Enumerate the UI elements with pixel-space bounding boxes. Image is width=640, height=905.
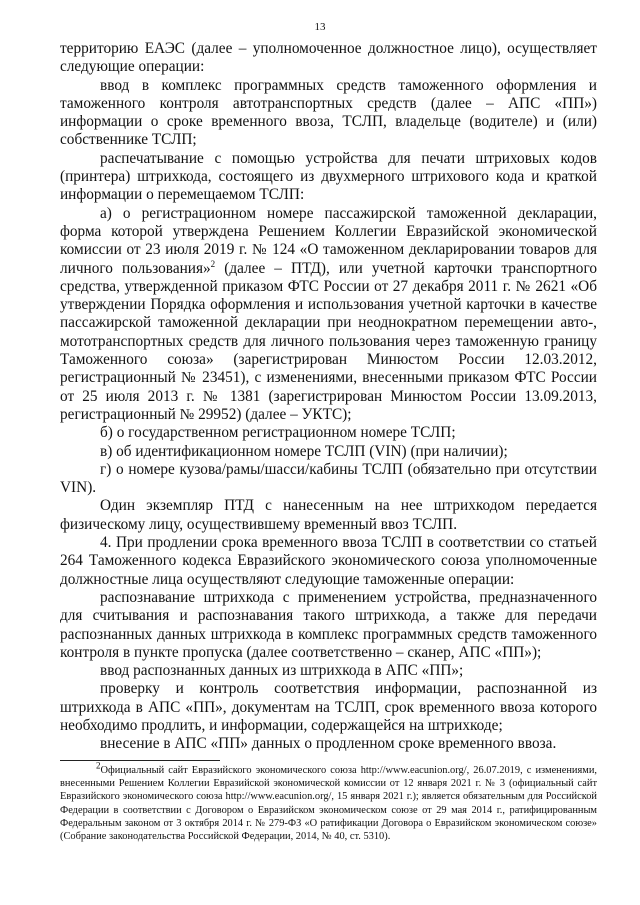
footnote-divider xyxy=(60,760,220,761)
document-body xyxy=(60,40,597,754)
footnote-reference: 2 xyxy=(210,258,216,269)
paragraph-op-extension-entry: внесение в АПС «ПП» данных о продленном сроке временного ввоза. xyxy=(100,735,557,753)
paragraph-continuation: территорию ЕАЭС (далее – уполномоченное должностное лицо), осуществляет следующие операции: xyxy=(60,40,597,76)
page-number: 13 xyxy=(314,21,326,33)
footnote-number: 2 xyxy=(96,760,101,771)
footnote-text: Официальный сайт Евразийского экономического союза http://www.eacunion.org/, 26.07.2019, с изменениями, внесенными Решением Коллегии Евразийской экономической комиссии от 12 января 2021 г. № 3 (официальный сайт Евразийского экономического союза http://www.eacunion.org/, 15 января 2021 г.); является обязательным для Российской Федерации в соответствии с Договором о Евразийском экономическом союзе от 29 мая 2014 г., ратифицированным Федеральным законом от 3 октября 2014 г. № 279-ФЗ «О ратификации Договора о Евразийском экономическом союзе» (Собрание законодательства Российской Федерации, 2014, № 40, ст. 5310). xyxy=(60,765,597,843)
footnote-text-block xyxy=(60,760,597,843)
paragraph-item-a xyxy=(60,205,597,425)
paragraph-item-c: в) об идентификационном номере ТСЛП (VIN) (при наличии); xyxy=(100,442,508,460)
footnote xyxy=(60,760,597,843)
paragraph-op-verification: проверку и контроль соответствия информации, распознанной из штрихкода в АПС «ПП», документам на ТСЛП, срок временного ввоза которого необходимо продлить, и информации, содержащейся на штрихкоде; xyxy=(60,680,597,734)
paragraph-ptd-copy: Один экземпляр ПТД с нанесенным на нее штрихкодом передается физическому лицу, осуществившему временный ввоз ТСЛП. xyxy=(60,497,597,533)
paragraph-item-a-continued: (далее – ПТД), или учетной карточки транспортного средства, утвержденной приказом ФТС России от 27 декабря 2011 г. № 2621 «Об утверждении Порядка оформления и использования учетной карточки в качестве пассажирской таможенной декларации при неоднократном перемещении авто-, мототранспортных средств для личного пользования через таможенную границу Таможенного союза» (зарегистрирован Минюстом России 12.03.2012, регистрационный № 23451), с изменениями, внесенными приказом ФТС России от 25 июля 2013 г. № 1381 (зарегистрирован Минюстом России 13.09.2013, регистрационный № 29952) (далее – УКТС); xyxy=(60,259,597,423)
paragraph-op-recognition: распознавание штрихкода с применением устройства, предназначенного для считывания и распознавания такого штрихкода, а также для передачи распознанных данных штрихкода в комплекс программных средств таможенного контроля в пункте пропуска (далее соответственно – сканер, АПС «ПП»); xyxy=(60,588,597,661)
paragraph-op-input-data: ввод распознанных данных из штрихкода в АПС «ПП»; xyxy=(100,662,464,680)
paragraph-section-4: 4. При продлении срока временного ввоза ТСЛП в соответствии со статьей 264 Таможенного кодекса Евразийского экономического союза уполномоченные должностные лица осуществляют следующие таможенные операции: xyxy=(60,534,597,588)
paragraph-item-d: г) о номере кузова/рамы/шасси/кабины ТСЛП (обязательно при отсутствии VIN). xyxy=(60,460,597,497)
paragraph-operation-print: распечатывание с помощью устройства для печати штриховых кодов (принтера) штрихкода, состоящего из двухмерного штрихового кода и краткой информации о перемещаемом ТСЛП: xyxy=(60,149,597,204)
paragraph-operation-input: ввод в комплекс программных средств таможенного оформления и таможенного контроля автотранспортных средств (далее – АПС «ПП») информации о сроке временного ввоза, ТСЛП, владельце (водителе) и (или) собственнике ТСЛП; xyxy=(60,76,597,149)
paragraph-item-a-text: а) о регистрационном номере пассажирской таможенной декларации, форма которой утверждена Решением Коллегии Евразийской экономической комиссии от 23 июля 2019 г. № 124 «О таможенном декларировании товаров для личного пользования» xyxy=(60,204,597,277)
paragraph-item-b: б) о государственном регистрационном номере ТСЛП; xyxy=(100,424,456,442)
